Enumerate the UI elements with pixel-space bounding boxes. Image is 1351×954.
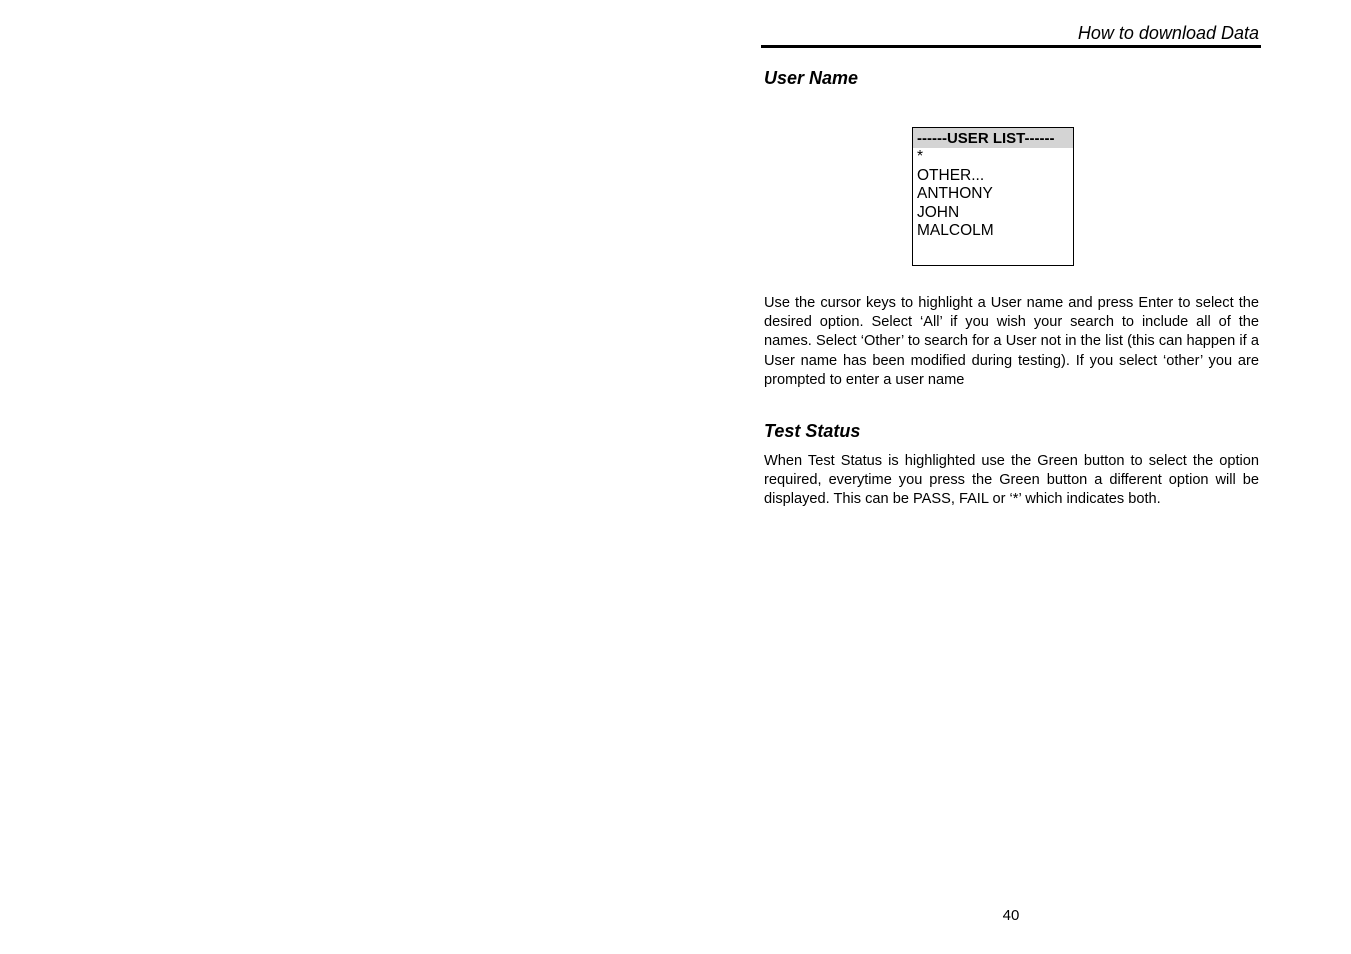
user-list-title: ------USER LIST------ [913, 128, 1073, 148]
user-list-item-john: JOHN [917, 203, 960, 221]
user-list-item-anthony: ANTHONY [917, 185, 993, 203]
user-list-items [913, 148, 1073, 241]
user-name-paragraph: Use the cursor keys to highlight a User name and press Enter to select the desired option. Select ‘All’ if you wish your search to include all of the names. Select ‘Other’ to search for a User not in the list (this can happen if a User name has been modified during testing). If you select ‘other’ you are prompted to enter a user name [764, 295, 1259, 388]
test-status-paragraph: When Test Status is highlighted use the Green button to select the option required, everytime you press the Green button a different option will be displayed. This can be PASS, FAIL or ‘*’ which indicates both. [764, 453, 1259, 508]
user-list-item-malcolm: MALCOLM [917, 222, 994, 240]
running-header: How to download Data [1077, 23, 1259, 43]
section-heading-user-name: User Name [764, 68, 859, 88]
user-list-item-all: * [917, 148, 924, 165]
user-list-box [912, 127, 1074, 266]
section-heading-test-status: Test Status [764, 421, 861, 441]
header-rule [761, 45, 1261, 48]
page-number: 40 [1002, 907, 1020, 924]
user-list-item-other: OTHER... [917, 166, 985, 184]
